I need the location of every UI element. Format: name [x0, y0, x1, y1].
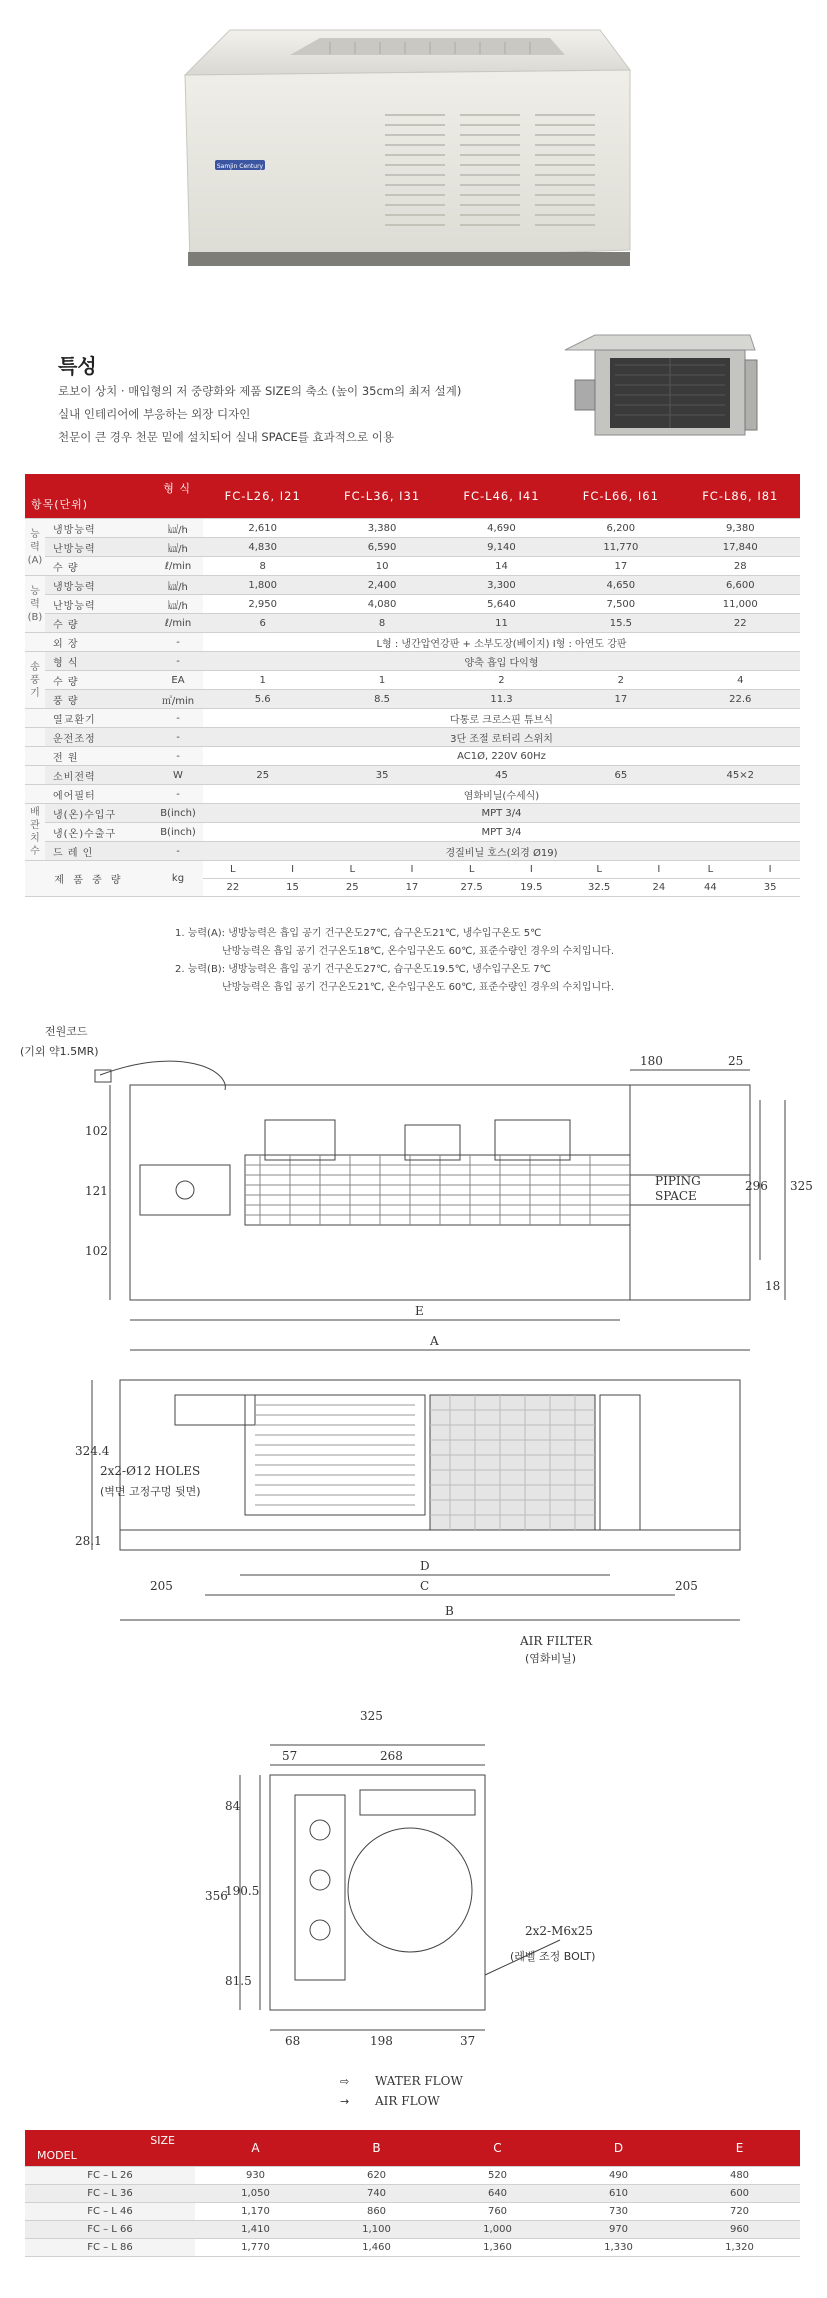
dim-label: 198 [370, 2034, 393, 2048]
cell: 65 [561, 766, 680, 785]
cell: 5.6 [203, 690, 322, 709]
cell: 19.5 [501, 879, 561, 897]
cell: 17 [561, 557, 680, 576]
row-unit: B(inch) [153, 804, 203, 823]
cell: 1,100 [316, 2221, 437, 2239]
model-col-header: FC-L86, I81 [681, 474, 800, 519]
cell: 35 [322, 766, 441, 785]
dim-label: 57 [282, 1749, 298, 1763]
cell: 1,770 [195, 2239, 316, 2257]
row-item: 냉방능력 [45, 519, 153, 538]
cell: 11 [442, 614, 561, 633]
dim-label: 356 [205, 1889, 228, 1903]
row-unit: ㎉/h [153, 519, 203, 538]
cell: 3,300 [442, 576, 561, 595]
cell: 6,590 [322, 538, 441, 557]
cell: 2,400 [322, 576, 441, 595]
cell: 610 [558, 2185, 679, 2203]
cell: 양축 흡입 다익형 [203, 652, 800, 671]
cell: I [382, 861, 442, 879]
table-row [25, 2221, 800, 2239]
cell: 25 [322, 879, 382, 897]
corner-label-model: MODEL [37, 2149, 77, 2162]
dim-label: 180 [640, 1054, 663, 1068]
cell: 경질비닐 호스(외경 Ø19) [203, 842, 800, 861]
water-flow-icon: ⇨ [340, 2075, 350, 2088]
cell: I [740, 861, 800, 879]
features-title: 특성 [58, 354, 97, 378]
row-item: 형 식 [45, 652, 153, 671]
cell: 1 [322, 671, 441, 690]
table-row [25, 2203, 800, 2221]
row-item: 외 장 [45, 633, 153, 652]
dim-label: 18 [765, 1279, 781, 1293]
cell: 11,770 [561, 538, 680, 557]
cell: 960 [679, 2221, 800, 2239]
model-col-header: FC-L66, I61 [561, 474, 680, 519]
cell: 44 [681, 879, 741, 897]
model-col-header: FC-L46, I41 [442, 474, 561, 519]
dim-label: 102 [85, 1244, 108, 1258]
group-label: 능 력 (B) [25, 576, 45, 633]
cell: 8.5 [322, 690, 441, 709]
cell: 740 [316, 2185, 437, 2203]
dims-col-header: C [437, 2130, 558, 2167]
cell: 1,360 [437, 2239, 558, 2257]
dims-col-header: B [316, 2130, 437, 2167]
cell: 염화비닐(수세식) [203, 785, 800, 804]
cell: 22.6 [681, 690, 800, 709]
dim-label: 190.5 [225, 1884, 260, 1898]
cell: 11,000 [681, 595, 800, 614]
cell: 4,830 [203, 538, 322, 557]
dims-col-header: A [195, 2130, 316, 2167]
row-unit: - [153, 747, 203, 766]
cell: 8 [203, 557, 322, 576]
group-label: 배 관 치 수 [25, 804, 45, 861]
cell: 1,460 [316, 2239, 437, 2257]
cell: L [322, 861, 382, 879]
note-line: 난방능력은 흡입 공기 건구온도18℃, 온수입구온도 60℃, 표준수량인 경우의 수치입니다. [222, 946, 614, 957]
row-item: 에어필터 [45, 785, 153, 804]
model-cell: FC – L 66 [25, 2221, 195, 2239]
cell: L [561, 861, 637, 879]
side-view-drawing [240, 1745, 560, 2030]
front-view-drawing [92, 1380, 740, 1620]
note-line: 난방능력은 흡입 공기 건구온도21℃, 온수입구온도 60℃, 표준수량인 경우의 수치입니다. [222, 982, 614, 993]
row-item: 운전조정 [45, 728, 153, 747]
row-unit: ℓ/min [153, 614, 203, 633]
cell: 2,950 [203, 595, 322, 614]
row-unit: - [153, 785, 203, 804]
model-cell: FC – L 46 [25, 2203, 195, 2221]
cell: I [263, 861, 323, 879]
cell: 17,840 [681, 538, 800, 557]
cell: 640 [437, 2185, 558, 2203]
cell: 1,320 [679, 2239, 800, 2257]
cell: 4 [681, 671, 800, 690]
feature-item: 로보이 상치 · 매입형의 저 중량화와 제품 SIZE의 축소 (높이 35cm의 최저 설계) [58, 384, 462, 398]
cell: 27.5 [442, 879, 502, 897]
cell: I [501, 861, 561, 879]
model-col-header: FC-L36, I31 [322, 474, 441, 519]
row-unit: B(inch) [153, 823, 203, 842]
row-unit: ㎉/h [153, 576, 203, 595]
cell: 1,170 [195, 2203, 316, 2221]
cell: 35 [740, 879, 800, 897]
dim-label: C [420, 1579, 430, 1593]
table-row [25, 2167, 800, 2185]
group-label: 송 풍 기 [25, 652, 45, 709]
row-item: 드 레 인 [45, 842, 153, 861]
cell: I [637, 861, 680, 879]
cell: 1,330 [558, 2239, 679, 2257]
dims-col-header: E [679, 2130, 800, 2167]
dim-label: E [415, 1304, 424, 1318]
dim-label: 102 [85, 1124, 108, 1138]
cell: 8 [322, 614, 441, 633]
dim-label: 325 [360, 1709, 383, 1723]
row-item: 수 량 [45, 671, 153, 690]
row-unit: - [153, 709, 203, 728]
cell: 28 [681, 557, 800, 576]
row-unit: W [153, 766, 203, 785]
cell: 1 [203, 671, 322, 690]
table-row [25, 2239, 800, 2257]
holes-label: 2x2-Ø12 HOLES [100, 1464, 201, 1478]
cell: 4,650 [561, 576, 680, 595]
dim-label: 84 [225, 1799, 241, 1813]
row-item: 제 품 중 량 [25, 861, 153, 897]
cell: AC1Ø, 220V 60Hz [203, 747, 800, 766]
cell: 6,600 [681, 576, 800, 595]
cell: 4,080 [322, 595, 441, 614]
cell: 6 [203, 614, 322, 633]
dim-label: 37 [460, 2034, 476, 2048]
cell: 9,380 [681, 519, 800, 538]
row-item: 전 원 [45, 747, 153, 766]
brand-logo: Samjin Century [216, 163, 264, 170]
dim-label: D [420, 1559, 430, 1573]
note-line: 2. 능력(B): 냉방능력은 흡입 공기 건구온도27℃, 습구온도19.5℃, 냉수입구온도 7℃ [175, 964, 551, 975]
cell: 25 [203, 766, 322, 785]
cell: 45×2 [681, 766, 800, 785]
holes-label: (벽면 고정구멍 뒷면) [100, 1485, 201, 1498]
cell: MPT 3/4 [203, 804, 800, 823]
table-row [25, 2185, 800, 2203]
row-unit: ℓ/min [153, 557, 203, 576]
cell: 10 [322, 557, 441, 576]
cell: 600 [679, 2185, 800, 2203]
cell: 1,800 [203, 576, 322, 595]
model-cell: FC – L 86 [25, 2239, 195, 2257]
cell: 17 [561, 690, 680, 709]
dims-header-corner [25, 2130, 195, 2167]
cell: 3단 조절 로터리 스위치 [203, 728, 800, 747]
model-cell: FC – L 26 [25, 2167, 195, 2185]
row-unit: kg [153, 861, 203, 897]
cell: 490 [558, 2167, 679, 2185]
row-unit: EA [153, 671, 203, 690]
cell: 1,410 [195, 2221, 316, 2239]
piping-space-label: PIPING [655, 1174, 701, 1188]
corner-label-item: 항목(단위) [31, 498, 89, 511]
cell: 17 [382, 879, 442, 897]
group-label: 능 력 (A) [25, 519, 45, 576]
row-unit: ㎉/h [153, 595, 203, 614]
air-filter-label: (염화비닐) [525, 1652, 577, 1665]
cell: L [203, 861, 263, 879]
cell: 620 [316, 2167, 437, 2185]
cell: 730 [558, 2203, 679, 2221]
dim-label: 121 [85, 1184, 108, 1198]
dim-label: 205 [150, 1579, 173, 1593]
row-item: 냉(온)수출구 [45, 823, 153, 842]
model-col-header: FC-L26, I21 [203, 474, 322, 519]
dim-label: 81.5 [225, 1974, 252, 1988]
row-item: 냉(온)수입구 [45, 804, 153, 823]
dim-label: 268 [380, 1749, 403, 1763]
dim-label: 28.1 [75, 1534, 102, 1548]
air-flow-icon: → [340, 2095, 350, 2108]
air-filter-label: AIR FILTER [520, 1634, 593, 1648]
dim-label: 25 [728, 1054, 744, 1068]
cell: 다통로 크로스핀 튜브식 [203, 709, 800, 728]
water-flow-label: WATER FLOW [375, 2074, 463, 2088]
cell: 2 [442, 671, 561, 690]
row-unit: ㎥/min [153, 690, 203, 709]
cord-length-label: (기외 약1.5MR) [20, 1045, 99, 1058]
corner-label-size: SIZE [150, 2134, 175, 2147]
cell: 11.3 [442, 690, 561, 709]
row-unit: - [153, 633, 203, 652]
piping-space-label: SPACE [655, 1189, 697, 1203]
row-item: 수 량 [45, 557, 153, 576]
dim-label: 205 [675, 1579, 698, 1593]
model-cell: FC – L 36 [25, 2185, 195, 2203]
row-item: 냉방능력 [45, 576, 153, 595]
power-cord-label: 전원코드 [45, 1025, 88, 1038]
row-unit: - [153, 728, 203, 747]
dim-label: B [445, 1604, 454, 1618]
cell: 22 [203, 879, 263, 897]
row-unit: ㎉/h [153, 538, 203, 557]
cell: 22 [681, 614, 800, 633]
cell: 3,380 [322, 519, 441, 538]
cell: 480 [679, 2167, 800, 2185]
bolt-label: (레벨 조정 BOLT) [510, 1950, 596, 1963]
top-view-drawing [95, 1061, 785, 1350]
cell: 930 [195, 2167, 316, 2185]
cell: 860 [316, 2203, 437, 2221]
row-item: 난방능력 [45, 595, 153, 614]
cell: 2,610 [203, 519, 322, 538]
row-unit: - [153, 652, 203, 671]
cell: 2 [561, 671, 680, 690]
dim-label: 325 [790, 1179, 813, 1193]
cell: 6,200 [561, 519, 680, 538]
cell: 1,050 [195, 2185, 316, 2203]
dimensions-table [25, 2130, 800, 2257]
cell: 1,000 [437, 2221, 558, 2239]
feature-item: 실내 인테리어에 부응하는 외장 디자인 [58, 407, 251, 421]
cell: 720 [679, 2203, 800, 2221]
dims-col-header: D [558, 2130, 679, 2167]
cell: L [681, 861, 741, 879]
cell: 5,640 [442, 595, 561, 614]
note-line: 1. 능력(A): 냉방능력은 흡입 공기 건구온도27℃, 습구온도21℃, 냉수입구온도 5℃ [175, 928, 542, 939]
dim-label: 296 [745, 1179, 768, 1193]
cell: 14 [442, 557, 561, 576]
air-flow-label: AIR FLOW [375, 2094, 440, 2108]
dim-label: 324.4 [75, 1444, 110, 1458]
cell: 760 [437, 2203, 558, 2221]
row-item: 풍 량 [45, 690, 153, 709]
cell: 520 [437, 2167, 558, 2185]
cell: L형 : 냉간압연강판 + 소부도장(베이지) I형 : 아연도 강판 [203, 633, 800, 652]
cell: 9,140 [442, 538, 561, 557]
row-item: 열교환기 [45, 709, 153, 728]
row-item: 소비전력 [45, 766, 153, 785]
cell: 24 [637, 879, 680, 897]
cell: 970 [558, 2221, 679, 2239]
feature-item: 천문이 큰 경우 천문 밑에 설치되어 실내 SPACE를 효과적으로 이용 [58, 430, 394, 444]
row-unit: - [153, 842, 203, 861]
cell: 45 [442, 766, 561, 785]
cell: MPT 3/4 [203, 823, 800, 842]
row-item: 수 량 [45, 614, 153, 633]
cell: 4,690 [442, 519, 561, 538]
cell: 15.5 [561, 614, 680, 633]
cell: 32.5 [561, 879, 637, 897]
cell: L [442, 861, 502, 879]
cell: 7,500 [561, 595, 680, 614]
dim-label: A [430, 1334, 439, 1348]
bolt-label: 2x2-M6x25 [525, 1924, 594, 1938]
dim-label: 68 [285, 2034, 301, 2048]
corner-label-model: 형 식 [163, 482, 191, 495]
cell: 15 [263, 879, 323, 897]
row-item: 난방능력 [45, 538, 153, 557]
